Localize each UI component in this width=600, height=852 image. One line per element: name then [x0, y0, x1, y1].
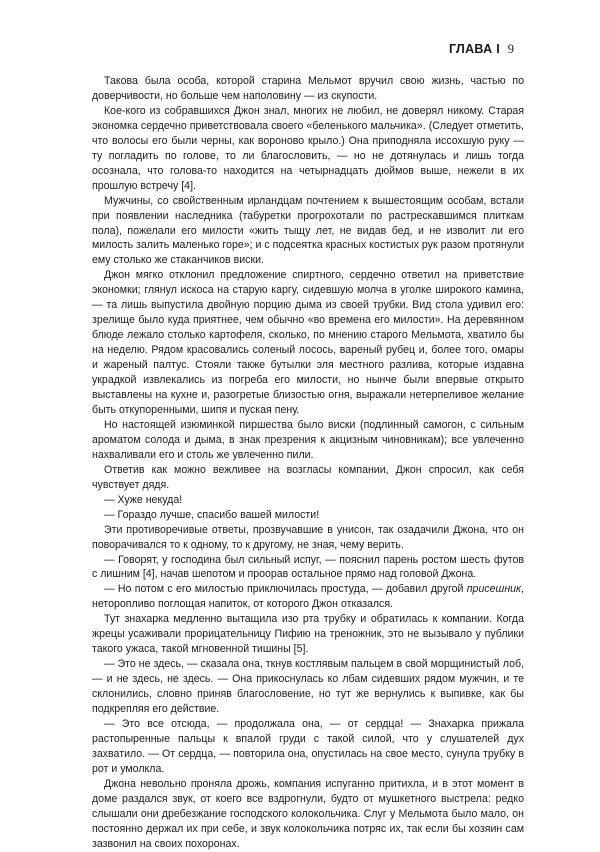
dialogue-line-with-italic [92, 582, 524, 612]
paragraph: Тут знахарка медленно вытащила изо рта трубку и обратилась к компании. Когда жрецы усаживали прорицательницу Пифию на треножник, это не вызывало у публики такого ужаса, такой мгновенной тишины [5]. [92, 613, 524, 656]
paragraph: Джона невольно проняла дрожь, компания испуганно притихла, и в этот момент в доме раздался звук, от коего все вздрогнули, будто от мушкетного выстрела: редко слышали они дребезжание господского колокольчика. Слуг у Мельмота было мало, он постоянно держал их при себе, и звук колокольчика потряс их, так если бы хозяин сам зазвонил на своих похоронах. [92, 777, 524, 850]
dialogue-line: — Хуже некуда! [104, 493, 183, 506]
dialogue-line: — Это не здесь, — сказала она, ткнув костлявым пальцем в свой морщинистый лоб, — и не здесь, не здесь. — Она прикоснулась ко лбам сидевших рядом мужчин, и те склонились, словно приняв благословение, но тут же вернулись к выпивке, как бы подкрепляя его действие. [92, 658, 524, 716]
paragraph: Джон мягко отклонил предложение спиртного, сердечно ответил на приветствие экономки; глянул искоса на старую каргу, сидевшую молча в уголке широкого камина, — та лишь выпустила двойную порцию дыма из своей трубки. Вид стола удивил его: зрелище было куда приятнее, чем обычно «во времена его милости». На деревянном блюде лежало столько картофеля, сколько, по мнению старого Мельмота, хватило бы на неделю. Рядом красовались соленый лосось, вареный рубец и, более того, омары и жареный палтус. Стояли также бутылки эля местного разлива, которые издавна украдкой извлекались из погреба его милости, но нынче были впервые открыто выставлены на кухне и, разогретые близостью огня, выражали нетерпеливое желание быть откупоренными, шипя и пуская пену. [92, 269, 524, 416]
dialogue-line: — Гораздо лучше, спасибо вашей милости! [104, 508, 320, 521]
italic-word: присешник [466, 583, 522, 596]
body-text [92, 74, 524, 852]
paragraph: Кое-кого из собравшихся Джон знал, многих не любил, не доверял никому. Старая экономка сердечно приветствовала своего «беленького мальчика». (Следует отметить, что волосы его были черны, как вороново крыло.) Она приподняла иссохшую руку — ту погладить по голове, то ли благословить, — но не дотянулась и лишь тогда осознала, что голова-то находится на четырнадцать дюймов выше, нежели в их прошлую встречу [4]. [92, 104, 524, 192]
page-number: 9 [507, 42, 514, 56]
dialogue-lead: — Но потом с его милостью приключилась простуда, — добавил другой [104, 583, 464, 596]
paragraph: Ответив как можно вежливее на возгласы компании, Джон спросил, как себя чувствует дядя. [92, 463, 524, 491]
paragraph: Такова была особа, которой старина Мельмот вручил свою жизнь, частью по доверчивости, но больше чем наполовину — из скупости. [92, 75, 524, 102]
paragraph: Мужчины, со свойственным ирландцам почтением к вышестоящим особам, встали при появлении наследника (табуретки прогрохотали по растрескавшимся плиткам пола), пожелали его милости «жить тыщу лет, не видав бед, и не изволит ли его милость залить маленько горе»; и с подсеятка красных костистых рук разом протянули ему столько же стаканчиков виски. [92, 194, 524, 267]
paragraph: Эти противоречивые ответы, прозвучавшие в унисон, так озадачили Джона, что он поворачивался то к одному, то к другому, не зная, чему верить. [92, 523, 524, 551]
dialogue-line: — Говорят, у господина был сильный испуг, — пояснил парень ростом шесть футов с лишним [4], начав шепотом и проорав остальное прямо над головой Джона. [92, 553, 524, 581]
running-head-chapter: ГЛАВА I [448, 42, 500, 56]
dialogue-tail: , неторопливо поглощая напиток, от которого Джон отказался. [92, 583, 524, 611]
dialogue-line: — Это все отсюда, — продолжала она, — от сердца! — Знахарка прижала растопыренные пальцы к впалой груди с такой силой, что у слушателей дух захватило. — От сердца, — повторила она, опустилась на свое место, сунула трубку в рот и умолкла. [92, 717, 524, 775]
paragraph: Но настоящей изюминкой пиршества было виски (подлинный самогон, с сильным ароматом солода и дыма, в знак презрения к акцизным чиновникам); все увлеченно нахваливали его и столь же увлеченно пили. [92, 418, 524, 461]
